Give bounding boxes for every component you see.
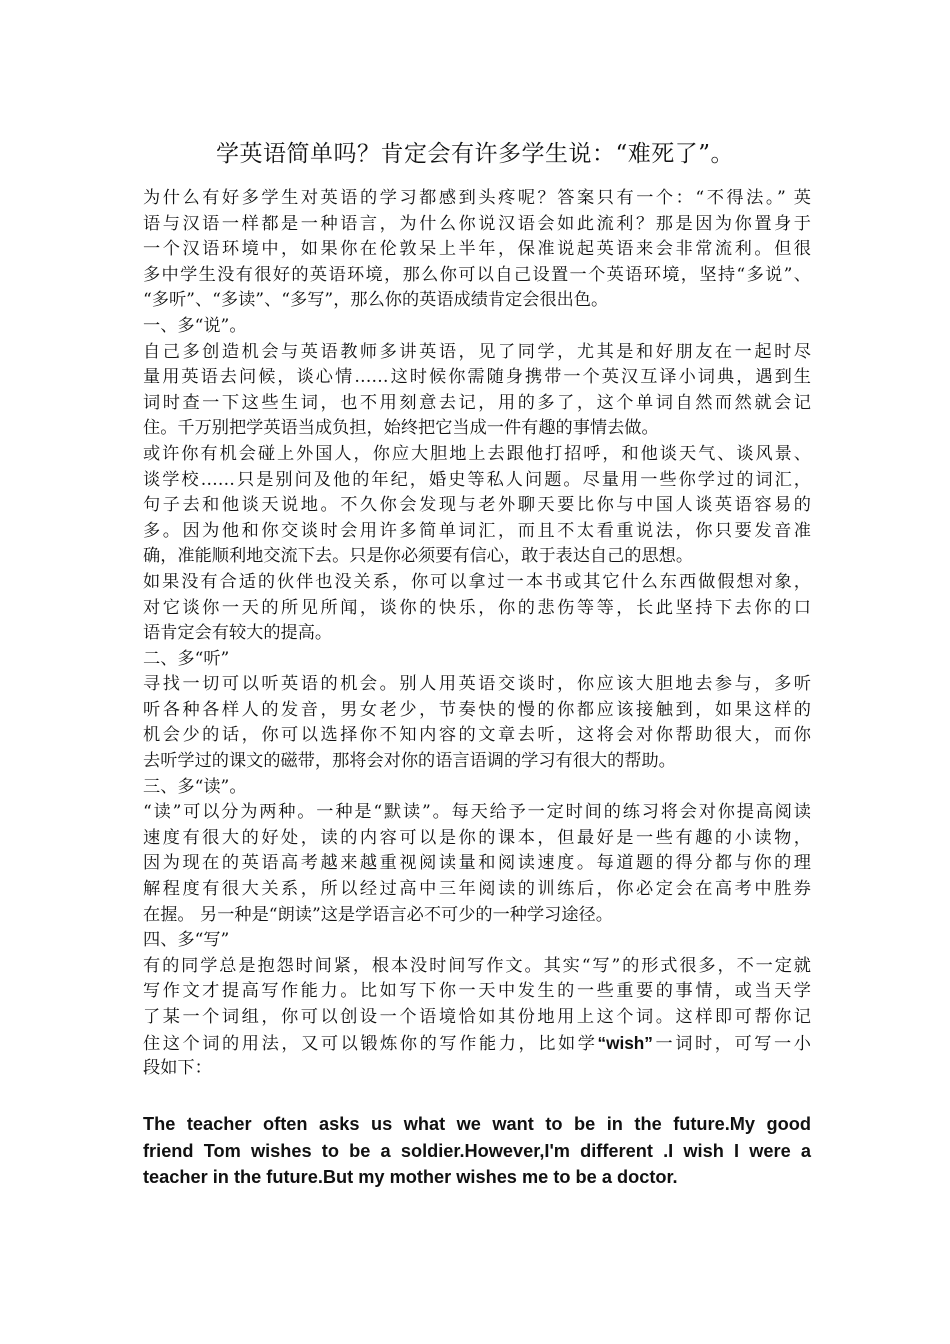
text-line: 谈学校……只是别问及他的年纪，婚史等私人问题。尽量用一些你学过的词汇， — [143, 469, 811, 490]
text-line: 语与汉语一样都是一种语言，为什么你说汉语会如此流利？那是因为你置身于 — [143, 213, 811, 234]
text-line: 段如下： — [143, 1058, 212, 1079]
wish-line-before: 住这个词的用法，又可以锻炼你的写作能力，比如学 — [143, 1033, 598, 1054]
text-line: 词时查一下这些生词，也不用刻意去记，用的多了，这个单词自然而然就会记 — [143, 392, 811, 413]
text-line: 如果没有合适的伙伴也没关系，你可以拿过一本书或其它什么东西做假想对象， — [143, 571, 811, 592]
english-line: friend Tom wishes to be a soldier.However,I'm different .I wish I were a — [143, 1140, 811, 1161]
text-line: 因为现在的英语高考越来越重视阅读量和阅读速度。每道题的得分都与你的理 — [143, 853, 811, 874]
text-line: 对它谈你一天的所见所闻，谈你的快乐，你的悲伤等等，长此坚持下去你的口 — [143, 597, 811, 618]
title-text: 学英语简单吗？肯定会有许多学生说：“难死了”。 — [215, 141, 735, 167]
text-line: 一个汉语环境中，如果你在伦敦呆上半年，保准说起英语来会非常流利。但很 — [143, 239, 811, 260]
intro-paragraph — [143, 186, 811, 314]
document-body — [143, 186, 811, 1082]
section-speak-paragraph-3 — [143, 570, 811, 647]
section-read-paragraph — [143, 800, 811, 928]
wish-line-after: 一词时，可写一小 — [652, 1033, 811, 1054]
text-line: 确，准能顺利地交流下去。只是你必须要有信心，敢于表达自己的思想。 — [143, 546, 694, 567]
section-speak-paragraph-1 — [143, 340, 811, 442]
text-line: “读”可以分为两种。一种是“默读”。每天给予一定时间的练习将会对你提高阅读 — [143, 802, 811, 823]
section-speak-paragraph-2 — [143, 442, 811, 570]
section-heading-write: 四、多“写” — [143, 930, 230, 951]
text-line: 多中学生没有很好的英语环境，那么你可以自己设置一个英语环境，坚持“多说”、 — [143, 264, 811, 285]
text-line: 写作文才提高写作能力。比如写下你一天中发生的一些重要的事情，或当天学 — [143, 981, 811, 1002]
text-line: 句子去和他谈天说地。不久你会发现与老外聊天要比你与中国人谈英语容易的 — [143, 495, 811, 516]
section-write-paragraph — [143, 954, 811, 1082]
text-line: 寻找一切可以听英语的机会。别人用英语交谈时，你应该大胆地去参与，多听 — [143, 674, 811, 695]
english-line: The teacher often asks us what we want to be in the future.My good — [143, 1114, 811, 1134]
text-line: 在握。 另一种是“朗读”这是学语言必不可少的一种学习途径。 — [143, 904, 613, 925]
text-line: 量用英语去问候，谈心情……这时候你需随身携带一个英汉互译小词典，遇到生 — [143, 367, 811, 388]
text-line: 或许你有机会碰上外国人，你应大胆地上去跟他打招呼，和他谈天气、谈风景、 — [143, 443, 811, 464]
section-heading-read: 三、多“读”。 — [143, 776, 247, 797]
text-line: 住。千万别把学英语当成负担，始终把它当成一件有趣的事情去做。 — [143, 418, 659, 439]
text-line: 听各种各样人的发音，男女老少，节奏快的慢的你都应该接触到，如果这样的 — [143, 699, 811, 720]
text-line: 机会少的话，你可以选择你不知内容的文章去听，这将会对你帮助很大，而你 — [143, 725, 811, 746]
text-line: 语肯定会有较大的提高。 — [143, 623, 333, 644]
text-line: 多。因为他和你交谈时会用许多简单词汇，而且不太看重说法，你只要发音准 — [143, 520, 811, 541]
text-line: 为什么有好多学生对英语的学习都感到头疼呢？答案只有一个：“不得法。” 英 — [143, 188, 811, 208]
english-example-paragraph — [143, 1111, 811, 1191]
text-line-wish — [143, 1031, 811, 1057]
text-line: 了某一个词组，你可以创设一个语境恰如其份地用上这个词。这样即可帮你记 — [143, 1007, 811, 1027]
text-line: 去听学过的课文的磁带，那将会对你的语言语调的学习有很大的帮助。 — [143, 751, 676, 772]
text-line: “多听”、“多读”、“多写”，那么你的英语成绩肯定会很出色。 — [143, 290, 609, 311]
text-line: 速度有很大的好处，读的内容可以是你的课本，但最好是一些有趣的小读物， — [143, 827, 811, 848]
wish-word: “wish” — [597, 1032, 653, 1053]
section-heading-listen: 二、多“听” — [143, 648, 230, 669]
text-line: 解程度有很大关系，所以经过高中三年阅读的训练后，你必定会在高考中胜券 — [143, 879, 811, 900]
english-line: teacher in the future.But my mother wishes me to be a doctor. — [143, 1167, 678, 1187]
document-title — [0, 138, 950, 170]
text-line: 有的同学总是抱怨时间紧，根本没时间写作文。其实“写”的形式很多，不一定就 — [143, 955, 811, 976]
section-heading-speak: 一、多“说”。 — [143, 315, 247, 336]
section-listen-paragraph — [143, 672, 811, 774]
text-line: 自己多创造机会与英语教师多讲英语，见了同学，尤其是和好朋友在一起时尽 — [143, 341, 811, 362]
